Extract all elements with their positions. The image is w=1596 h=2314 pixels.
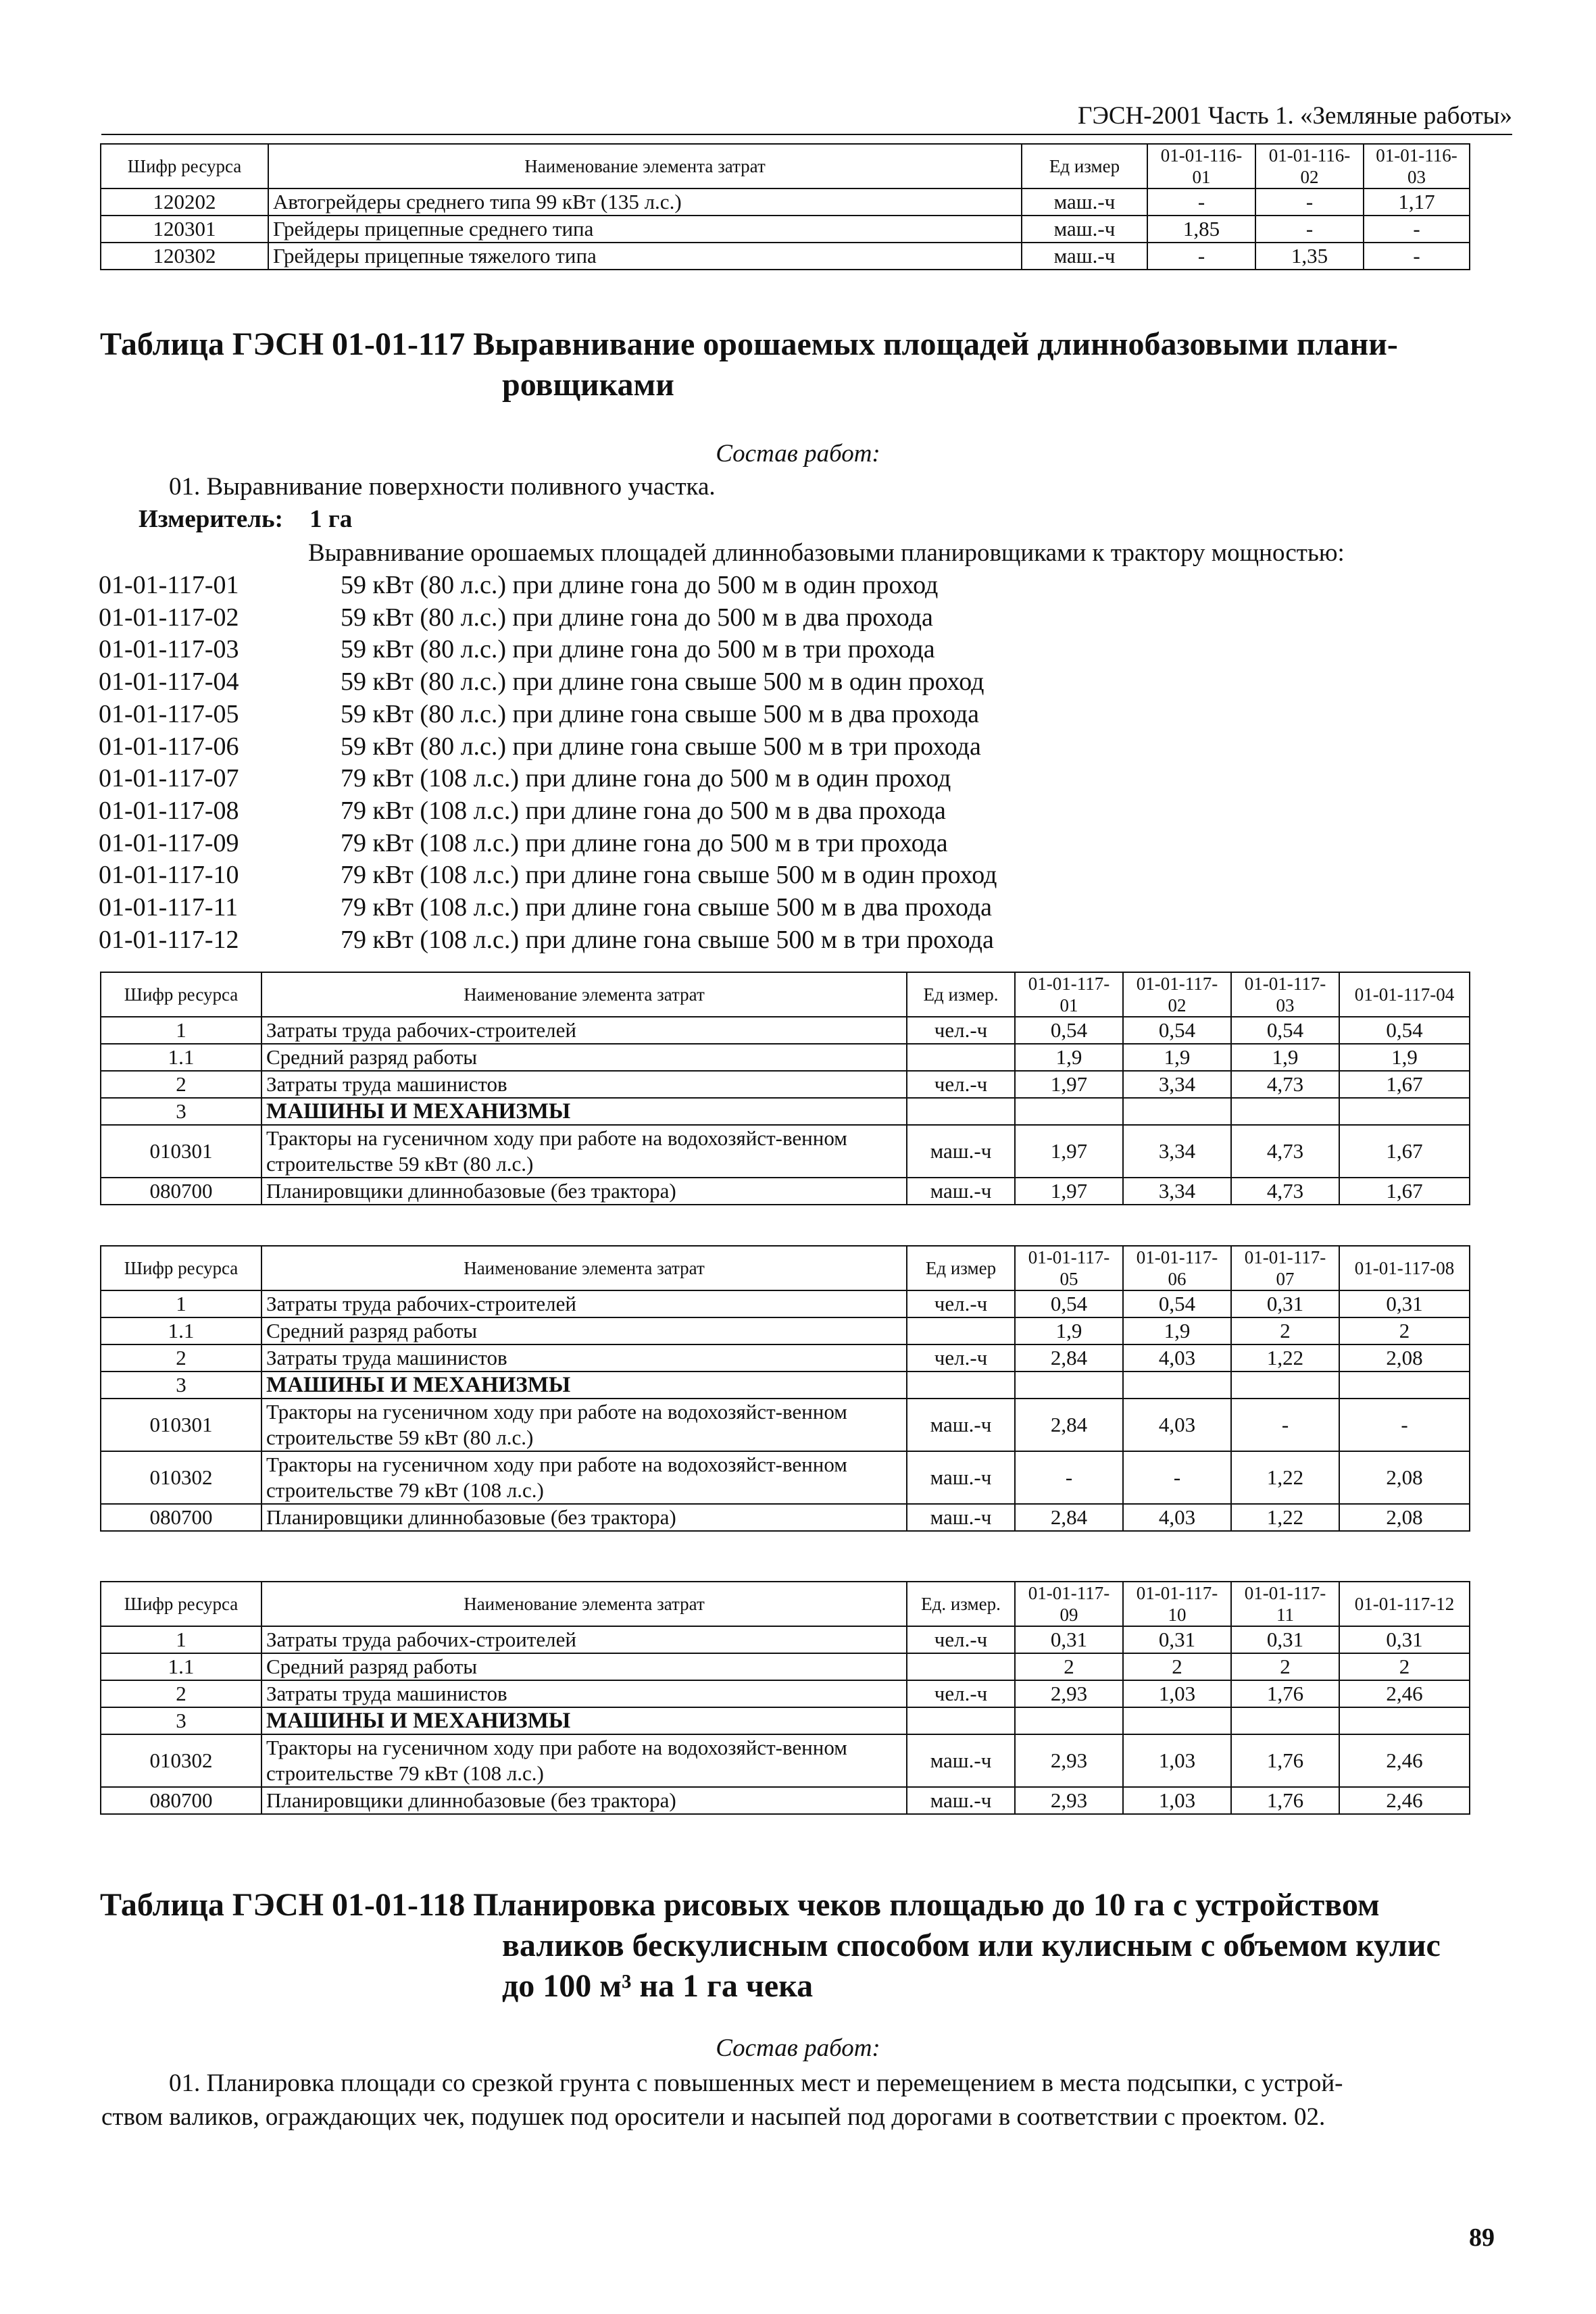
value-cell: 1,9 — [1015, 1044, 1123, 1071]
table-117-title-tail: ровщиками — [502, 367, 674, 403]
column-header: Наименование элемента затрат — [261, 1582, 907, 1626]
table-row — [101, 1017, 1470, 1044]
resource-code-cell: 3 — [101, 1707, 261, 1734]
norm-code: 01-01-117-12 — [99, 925, 239, 954]
value-cell — [1015, 1098, 1123, 1125]
value-cell: 2,84 — [1015, 1504, 1123, 1531]
norm-item — [99, 924, 1531, 957]
unit-cell: чел.-ч — [907, 1017, 1015, 1044]
unit-cell: чел.-ч — [907, 1680, 1015, 1707]
unit-cell: чел.-ч — [907, 1626, 1015, 1653]
table-row — [101, 1399, 1470, 1451]
norm-description: 59 кВт (80 л.с.) при длине гона свыше 500 м в три прохода — [341, 732, 981, 761]
table-header-row — [101, 144, 1470, 188]
value-cell — [1015, 1372, 1123, 1399]
value-cell — [1123, 1098, 1231, 1125]
norm-code: 01-01-117-04 — [99, 668, 239, 697]
table-row — [101, 1451, 1470, 1504]
column-header: Шифр ресурса — [101, 972, 261, 1017]
sostav-label-118: Состав работ: — [716, 2034, 880, 2062]
value-cell — [1339, 1098, 1470, 1125]
cost-element-cell: Планировщики длиннобазовые (без трактора) — [261, 1504, 907, 1531]
norm-code-header: 01-01-117-07 — [1231, 1246, 1339, 1290]
cost-element-cell: МАШИНЫ И МЕХАНИЗМЫ — [261, 1372, 907, 1399]
value-cell: - — [1147, 188, 1255, 216]
value-cell: 2 — [1339, 1653, 1470, 1680]
unit-cell — [907, 1707, 1015, 1734]
unit-cell: маш.-ч — [907, 1178, 1015, 1205]
unit-cell: маш.-ч — [907, 1451, 1015, 1504]
norm-code: 01-01-117-06 — [99, 732, 239, 761]
value-cell: 2,84 — [1015, 1344, 1123, 1372]
norm-item — [99, 763, 1531, 795]
resource-code-cell: 1 — [101, 1017, 261, 1044]
cost-element-cell: Затраты труда рабочих-строителей — [261, 1290, 907, 1317]
norm-code: 01-01-117-08 — [99, 796, 239, 825]
value-cell: 0,31 — [1339, 1290, 1470, 1317]
cost-element-cell: Тракторы на гусеничном ходу при работе на водохозяйст-венном строительстве 79 кВт (108 л.с.) — [261, 1734, 907, 1787]
cost-element-cell: Затраты труда рабочих-строителей — [261, 1017, 907, 1044]
value-cell: 1,35 — [1255, 243, 1364, 270]
cost-element-cell: Средний разряд работы — [261, 1653, 907, 1680]
value-cell: 0,54 — [1015, 1017, 1123, 1044]
norm-code: 01-01-117-05 — [99, 699, 239, 728]
cost-element-cell: Грейдеры прицепные среднего типа — [268, 216, 1022, 243]
unit-cell: маш.-ч — [1022, 188, 1147, 216]
norm-code-header: 01-01-117-12 — [1339, 1582, 1470, 1626]
table-row — [101, 1707, 1470, 1734]
value-cell: 1,76 — [1231, 1734, 1339, 1787]
norm-code: 01-01-117-01 — [99, 571, 239, 599]
table-row — [101, 1504, 1470, 1531]
resource-code-cell: 120202 — [101, 188, 268, 216]
norm-code: 01-01-117-03 — [99, 635, 239, 664]
resource-code-cell: 2 — [101, 1344, 261, 1372]
norm-description: 59 кВт (80 л.с.) при длине гона свыше 500 м в один проход — [341, 668, 984, 697]
value-cell: 1,17 — [1364, 188, 1470, 216]
value-cell: 2,93 — [1015, 1787, 1123, 1814]
resource-table-117-b — [100, 1245, 1470, 1532]
table-row — [101, 216, 1470, 243]
unit-cell: маш.-ч — [907, 1734, 1015, 1787]
page-number: 89 — [1469, 2223, 1495, 2252]
cost-element-cell: МАШИНЫ И МЕХАНИЗМЫ — [261, 1707, 907, 1734]
value-cell: - — [1123, 1451, 1231, 1504]
norm-item — [99, 892, 1531, 924]
value-cell — [1231, 1372, 1339, 1399]
measure-line-117 — [139, 503, 352, 536]
value-cell: - — [1364, 243, 1470, 270]
value-cell: 0,31 — [1339, 1626, 1470, 1653]
table-row — [101, 188, 1470, 216]
unit-cell: чел.-ч — [907, 1071, 1015, 1098]
value-cell: 2 — [1231, 1653, 1339, 1680]
norm-description: 79 кВт (108 л.с.) при длине гона до 500 м в два прохода — [341, 796, 946, 825]
value-cell: 1,9 — [1123, 1044, 1231, 1071]
resource-code-cell: 3 — [101, 1098, 261, 1125]
norm-item — [99, 699, 1531, 731]
norm-code: 01-01-117-09 — [99, 828, 239, 857]
value-cell: 4,73 — [1231, 1071, 1339, 1098]
table-row — [101, 1734, 1470, 1787]
value-cell: 2,93 — [1015, 1680, 1123, 1707]
value-cell: 1,67 — [1339, 1125, 1470, 1178]
resource-code-cell: 3 — [101, 1372, 261, 1399]
value-cell: 4,73 — [1231, 1125, 1339, 1178]
value-cell — [1231, 1707, 1339, 1734]
value-cell: 0,54 — [1015, 1290, 1123, 1317]
table-row — [101, 1653, 1470, 1680]
norm-description: 79 кВт (108 л.с.) при длине гона свыше 500 м в три прохода — [341, 925, 994, 954]
column-header: Наименование элемента затрат — [268, 144, 1022, 188]
value-cell: 1,97 — [1015, 1071, 1123, 1098]
column-header: Ед измер — [907, 1246, 1015, 1290]
value-cell: 0,31 — [1231, 1290, 1339, 1317]
norm-code-header: 01-01-116-03 — [1364, 144, 1470, 188]
resource-code-cell: 2 — [101, 1680, 261, 1707]
norm-code-header: 01-01-117-10 — [1123, 1582, 1231, 1626]
value-cell: 1,76 — [1231, 1680, 1339, 1707]
column-header: Ед. измер. — [907, 1582, 1015, 1626]
value-cell: 0,54 — [1123, 1017, 1231, 1044]
value-cell: 2,93 — [1015, 1734, 1123, 1787]
value-cell: 4,03 — [1123, 1344, 1231, 1372]
unit-cell — [907, 1044, 1015, 1071]
unit-cell: маш.-ч — [1022, 216, 1147, 243]
norm-item — [99, 602, 1531, 634]
work-composition-118-line2: ством валиков, ограждающих чек, подушек под оросители и насыпей под дорогами в соответствии с проектом. 02. — [101, 2103, 1326, 2131]
table-row — [101, 1680, 1470, 1707]
value-cell: 1,22 — [1231, 1344, 1339, 1372]
norm-code-header: 01-01-117-02 — [1123, 972, 1231, 1017]
value-cell: 2,46 — [1339, 1680, 1470, 1707]
resource-code-cell: 1.1 — [101, 1653, 261, 1680]
value-cell: 2 — [1231, 1317, 1339, 1344]
value-cell: 1,22 — [1231, 1451, 1339, 1504]
value-cell: 2,46 — [1339, 1787, 1470, 1814]
cost-element-cell: Автогрейдеры среднего типа 99 кВт (135 л.с.) — [268, 188, 1022, 216]
table-118-title — [100, 1885, 1519, 2007]
column-header: Шифр ресурса — [101, 144, 268, 188]
norm-description: 79 кВт (108 л.с.) при длине гона до 500 м в один проход — [341, 764, 951, 793]
norm-description: 79 кВт (108 л.с.) при длине гона свыше 500 м в один проход — [341, 861, 997, 890]
cost-element-cell: Планировщики длиннобазовые (без трактора) — [261, 1787, 907, 1814]
norm-code-header: 01-01-116-01 — [1147, 144, 1255, 188]
unit-cell: маш.-ч — [907, 1787, 1015, 1814]
resource-code-cell: 080700 — [101, 1178, 261, 1205]
value-cell: 1,03 — [1123, 1734, 1231, 1787]
value-cell: 1,9 — [1015, 1317, 1123, 1344]
value-cell: 1,97 — [1015, 1125, 1123, 1178]
norm-code: 01-01-117-11 — [99, 893, 239, 922]
resource-table-116 — [100, 143, 1470, 270]
cost-element-cell: Планировщики длиннобазовые (без трактора) — [261, 1178, 907, 1205]
resource-code-cell: 1 — [101, 1290, 261, 1317]
norm-code-header: 01-01-117-09 — [1015, 1582, 1123, 1626]
value-cell: 1,97 — [1015, 1178, 1123, 1205]
unit-cell: чел.-ч — [907, 1344, 1015, 1372]
resource-table-117-a — [100, 972, 1470, 1205]
cost-element-cell: Тракторы на гусеничном ходу при работе на водохозяйст-венном строительстве 59 кВт (80 л.с.) — [261, 1399, 907, 1451]
column-header: Шифр ресурса — [101, 1582, 261, 1626]
value-cell: - — [1339, 1399, 1470, 1451]
value-cell — [1231, 1098, 1339, 1125]
value-cell: 1,85 — [1147, 216, 1255, 243]
column-header: Наименование элемента затрат — [261, 972, 907, 1017]
norm-description: 59 кВт (80 л.с.) при длине гона до 500 м в два прохода — [341, 603, 933, 632]
value-cell: 1,22 — [1231, 1504, 1339, 1531]
column-header: Шифр ресурса — [101, 1246, 261, 1290]
resource-code-cell: 120301 — [101, 216, 268, 243]
unit-cell: чел.-ч — [907, 1290, 1015, 1317]
running-header: ГЭСН-2001 Часть 1. «Земляные работы» — [101, 99, 1512, 135]
table-row — [101, 243, 1470, 270]
unit-cell — [907, 1098, 1015, 1125]
cost-element-cell: Средний разряд работы — [261, 1044, 907, 1071]
value-cell: 2 — [1339, 1317, 1470, 1344]
norm-item — [99, 666, 1531, 699]
unit-cell — [907, 1653, 1015, 1680]
value-cell: - — [1015, 1451, 1123, 1504]
value-cell: 2 — [1015, 1653, 1123, 1680]
table-header-row — [101, 1582, 1470, 1626]
table-row — [101, 1178, 1470, 1205]
value-cell — [1123, 1707, 1231, 1734]
table-row — [101, 1317, 1470, 1344]
cost-element-cell: Затраты труда машинистов — [261, 1680, 907, 1707]
norm-item — [99, 859, 1531, 892]
value-cell: 2,08 — [1339, 1344, 1470, 1372]
table-row — [101, 1372, 1470, 1399]
norm-item — [99, 795, 1531, 828]
norm-item — [99, 570, 1531, 602]
norm-description: 59 кВт (80 л.с.) при длине гона свыше 500 м в два прохода — [341, 699, 980, 728]
unit-cell: маш.-ч — [907, 1125, 1015, 1178]
value-cell: 4,73 — [1231, 1178, 1339, 1205]
norm-item — [99, 828, 1531, 860]
norm-description: 79 кВт (108 л.с.) при длине гона до 500 м в три прохода — [341, 828, 948, 857]
table-row — [101, 1125, 1470, 1178]
table-header-row — [101, 972, 1470, 1017]
value-cell: - — [1255, 188, 1364, 216]
norm-description: 79 кВт (108 л.с.) при длине гона свыше 500 м в два прохода — [341, 893, 993, 922]
resource-code-cell: 010302 — [101, 1451, 261, 1504]
norm-list-117 — [99, 570, 1531, 956]
value-cell: 4,03 — [1123, 1399, 1231, 1451]
norm-code: 01-01-117-02 — [99, 603, 239, 632]
unit-cell: маш.-ч — [1022, 243, 1147, 270]
items-intro-117: Выравнивание орошаемых площадей длиннобазовыми планировщиками к трактору мощностью: — [308, 539, 1345, 567]
table-row — [101, 1071, 1470, 1098]
measure-label: Измеритель: — [139, 505, 283, 533]
table-row — [101, 1044, 1470, 1071]
value-cell: 1,03 — [1123, 1787, 1231, 1814]
norm-code-header: 01-01-117-11 — [1231, 1582, 1339, 1626]
norm-description: 59 кВт (80 л.с.) при длине гона до 500 м в три прохода — [341, 635, 935, 664]
value-cell: 0,54 — [1123, 1290, 1231, 1317]
column-header: Ед измер — [1022, 144, 1147, 188]
value-cell — [1015, 1707, 1123, 1734]
value-cell: 2 — [1123, 1653, 1231, 1680]
value-cell — [1339, 1372, 1470, 1399]
cost-element-cell: Затраты труда машинистов — [261, 1344, 907, 1372]
value-cell — [1339, 1707, 1470, 1734]
value-cell: 1,9 — [1231, 1044, 1339, 1071]
value-cell: 1,9 — [1339, 1044, 1470, 1071]
value-cell: 0,31 — [1231, 1626, 1339, 1653]
unit-cell: маш.-ч — [907, 1504, 1015, 1531]
norm-code: 01-01-117-07 — [99, 764, 239, 793]
column-header: Ед измер. — [907, 972, 1015, 1017]
value-cell — [1123, 1372, 1231, 1399]
resource-table-117-c — [100, 1581, 1470, 1815]
table-header-row — [101, 1246, 1470, 1290]
norm-description: 59 кВт (80 л.с.) при длине гона до 500 м в один проход — [341, 571, 939, 599]
value-cell: 0,31 — [1015, 1626, 1123, 1653]
cost-element-cell: Затраты труда рабочих-строителей — [261, 1626, 907, 1653]
value-cell: 4,03 — [1123, 1504, 1231, 1531]
cost-element-cell: Тракторы на гусеничном ходу при работе на водохозяйст-венном строительстве 79 кВт (108 л.с.) — [261, 1451, 907, 1504]
table-row — [101, 1787, 1470, 1814]
resource-code-cell: 2 — [101, 1071, 261, 1098]
table-row — [101, 1098, 1470, 1125]
resource-code-cell: 1.1 — [101, 1044, 261, 1071]
value-cell: - — [1364, 216, 1470, 243]
value-cell: 2,08 — [1339, 1504, 1470, 1531]
table-row — [101, 1290, 1470, 1317]
resource-code-cell: 1.1 — [101, 1317, 261, 1344]
resource-code-cell: 080700 — [101, 1787, 261, 1814]
value-cell: 0,54 — [1339, 1017, 1470, 1044]
norm-item — [99, 731, 1531, 763]
value-cell: - — [1147, 243, 1255, 270]
value-cell: 3,34 — [1123, 1178, 1231, 1205]
norm-code-header: 01-01-117-05 — [1015, 1246, 1123, 1290]
unit-cell — [907, 1372, 1015, 1399]
value-cell: - — [1231, 1399, 1339, 1451]
value-cell: 2,46 — [1339, 1734, 1470, 1787]
column-header: Наименование элемента затрат — [261, 1246, 907, 1290]
table-118-title-line2: валиков бескулисным способом или кулисным с объемом кулис — [502, 1928, 1441, 1963]
resource-code-cell: 010301 — [101, 1125, 261, 1178]
cost-element-cell: Грейдеры прицепные тяжелого типа — [268, 243, 1022, 270]
table-row — [101, 1344, 1470, 1372]
table-118-title-line3: до 100 м³ на 1 га чека — [502, 1968, 814, 2004]
norm-code-header: 01-01-117-03 — [1231, 972, 1339, 1017]
measure-value: 1 га — [309, 505, 353, 533]
value-cell: 1,76 — [1231, 1787, 1339, 1814]
value-cell: - — [1255, 216, 1364, 243]
norm-item — [99, 634, 1531, 666]
table-117-title — [100, 324, 1519, 405]
norm-code-header: 01-01-117-08 — [1339, 1246, 1470, 1290]
value-cell: 2,84 — [1015, 1399, 1123, 1451]
cost-element-cell: Средний разряд работы — [261, 1317, 907, 1344]
value-cell: 0,31 — [1123, 1626, 1231, 1653]
value-cell: 1,03 — [1123, 1680, 1231, 1707]
resource-code-cell: 080700 — [101, 1504, 261, 1531]
value-cell: 2,08 — [1339, 1451, 1470, 1504]
resource-code-cell: 120302 — [101, 243, 268, 270]
value-cell: 1,67 — [1339, 1071, 1470, 1098]
work-composition-117: 01. Выравнивание поверхности поливного участка. — [169, 473, 716, 501]
resource-code-cell: 010301 — [101, 1399, 261, 1451]
norm-code: 01-01-117-10 — [99, 861, 239, 890]
norm-code-header: 01-01-117-04 — [1339, 972, 1470, 1017]
resource-code-cell: 1 — [101, 1626, 261, 1653]
table-row — [101, 1626, 1470, 1653]
cost-element-cell: МАШИНЫ И МЕХАНИЗМЫ — [261, 1098, 907, 1125]
value-cell: 3,34 — [1123, 1071, 1231, 1098]
value-cell: 3,34 — [1123, 1125, 1231, 1178]
norm-code-header: 01-01-116-02 — [1255, 144, 1364, 188]
unit-cell — [907, 1317, 1015, 1344]
sostav-label-117: Состав работ: — [716, 440, 880, 468]
work-composition-118-line1: 01. Планировка площади со срезкой грунта с повышенных мест и перемещением в места подсыпки, с устрой- — [169, 2069, 1343, 2097]
value-cell: 1,67 — [1339, 1178, 1470, 1205]
unit-cell: маш.-ч — [907, 1399, 1015, 1451]
norm-code-header: 01-01-117-01 — [1015, 972, 1123, 1017]
table-117-title-head: Таблица ГЭСН 01-01-117 Выравнивание орошаемых площадей длиннобазовыми плани- — [100, 326, 1398, 362]
norm-code-header: 01-01-117-06 — [1123, 1246, 1231, 1290]
table-118-title-head: Таблица ГЭСН 01-01-118 Планировка рисовых чеков площадью до 10 га с устройством — [100, 1887, 1380, 1923]
cost-element-cell: Затраты труда машинистов — [261, 1071, 907, 1098]
value-cell: 1,9 — [1123, 1317, 1231, 1344]
cost-element-cell: Тракторы на гусеничном ходу при работе на водохозяйст-венном строительстве 59 кВт (80 л.с.) — [261, 1125, 907, 1178]
resource-code-cell: 010302 — [101, 1734, 261, 1787]
value-cell: 0,54 — [1231, 1017, 1339, 1044]
